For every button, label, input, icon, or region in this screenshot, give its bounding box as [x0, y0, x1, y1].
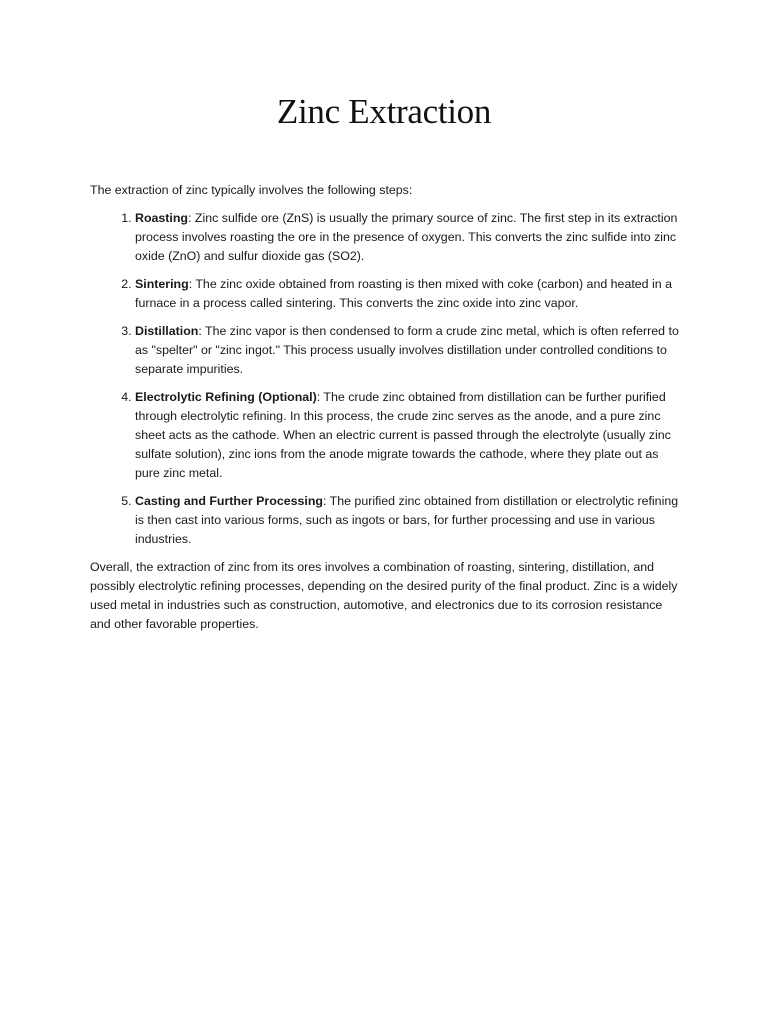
step-term: Sintering — [135, 277, 189, 291]
step-term: Distillation — [135, 324, 199, 338]
step-text: : The zinc oxide obtained from roasting is then mixed with coke (carbon) and heated in a furnace in a process called sintering. This converts the zinc oxide into zinc vapor. — [135, 277, 672, 310]
intro-paragraph: The extraction of zinc typically involves the following steps: — [90, 183, 413, 197]
step-text: : Zinc sulfide ore (ZnS) is usually the primary source of zinc. The first step in its extraction process involves roasting the ore in the presence of oxygen. This converts the zinc sulfide into zinc oxide (ZnO) and sulfur dioxide gas (SO2). — [135, 211, 678, 263]
steps-list — [90, 209, 680, 549]
step-term: Casting and Further Processing — [135, 494, 323, 508]
step-text: : The purified zinc obtained from distillation or electrolytic refining is then cast into various forms, such as ingots or bars, for further processing and use in various industries. — [135, 494, 679, 546]
list-item — [135, 209, 680, 266]
summary-paragraph: Overall, the extraction of zinc from its ores involves a combination of roasting, sintering, distillation, and possibly electrolytic refining processes, depending on the desired purity of the final product. Zinc is a widely used metal in industries such as construction, automotive, and electronics due to its corrosion resistance and other favorable properties. — [90, 560, 678, 631]
step-text: : The zinc vapor is then condensed to form a crude zinc metal, which is often referred to as "spelter" or "zinc ingot." This process usually involves distillation under controlled conditions to separate impurities. — [135, 324, 679, 376]
list-item — [135, 322, 680, 379]
document-body — [90, 181, 680, 634]
list-item — [135, 275, 680, 313]
page-title: Zinc Extraction — [276, 92, 492, 131]
list-item — [135, 388, 680, 483]
list-item — [135, 492, 680, 549]
step-term: Electrolytic Refining (Optional) — [135, 390, 317, 404]
step-term: Roasting — [135, 211, 189, 225]
step-text: : The crude zinc obtained from distillation can be further purified through electrolytic refining. In this process, the crude zinc serves as the anode, and a pure zinc sheet acts as the cathode. When an electric current is passed through the electrolyte (usually zinc sulfate solution), zinc ions from the anode migrate towards the cathode, where they plate out as pure zinc metal. — [135, 390, 671, 480]
